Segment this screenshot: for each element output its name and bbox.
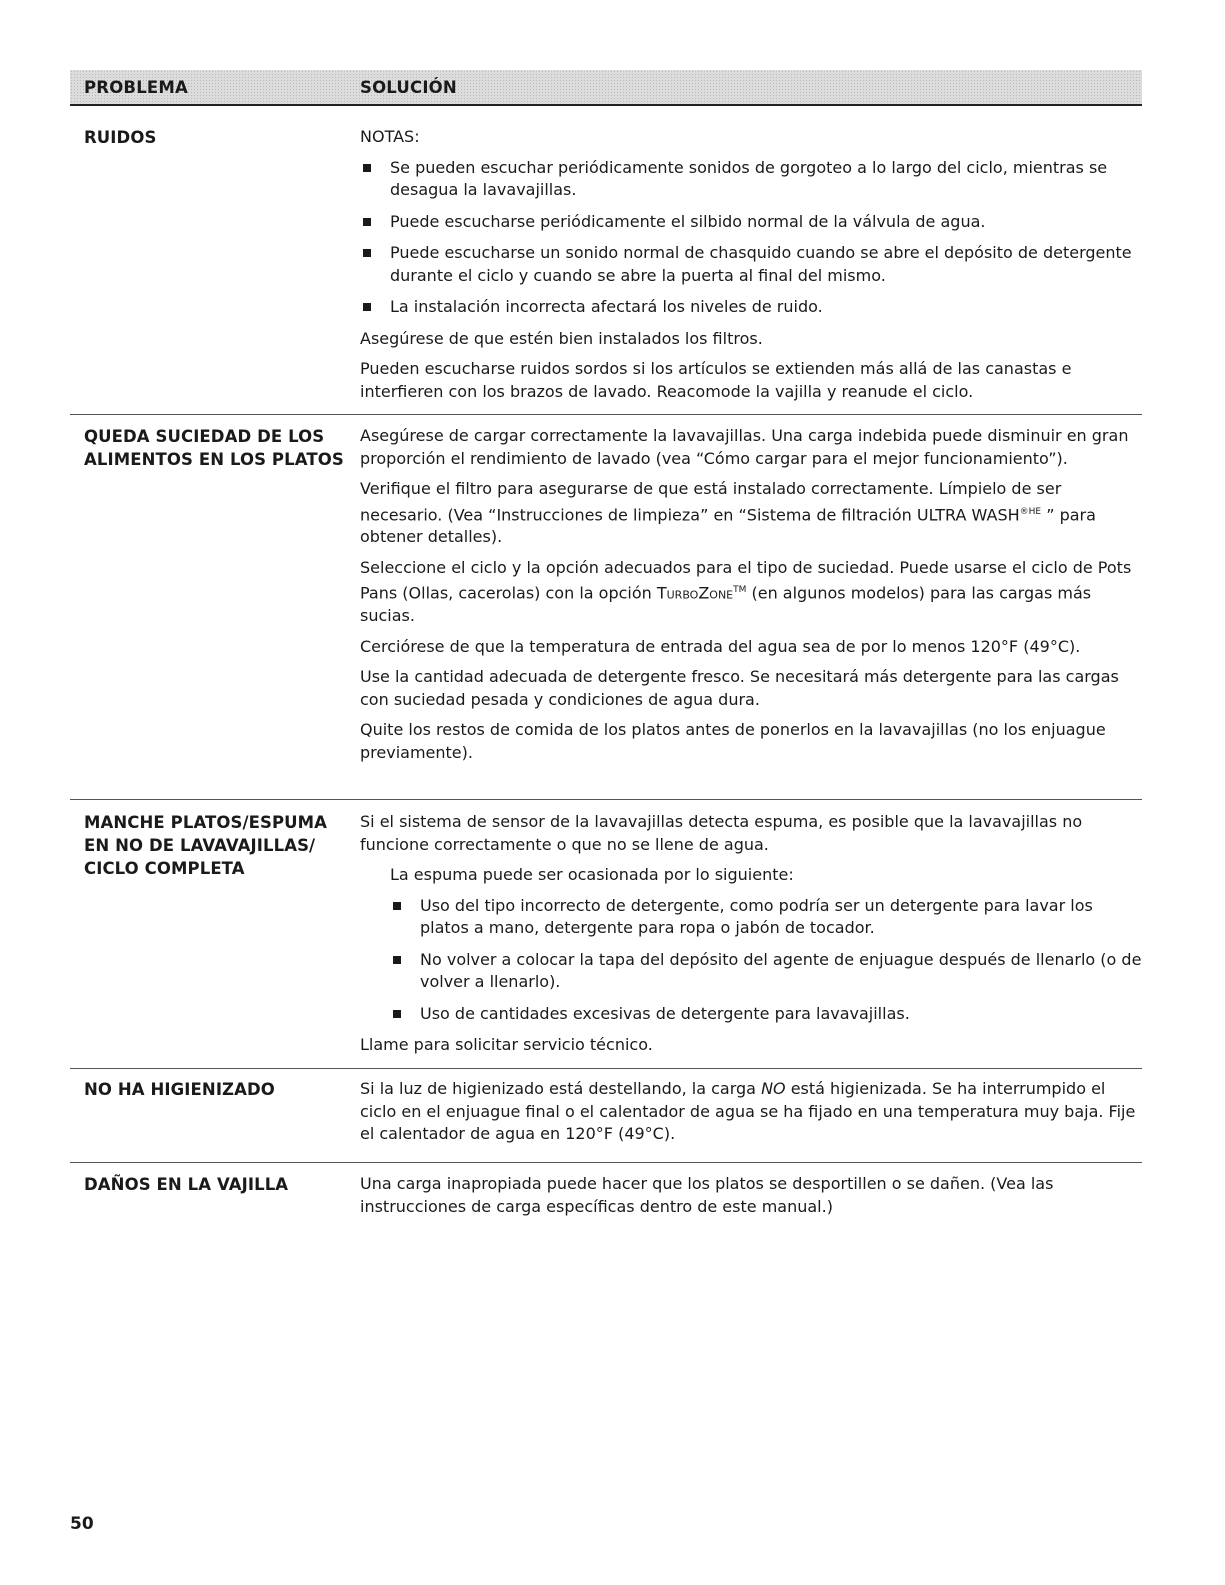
row-divider xyxy=(70,1162,1142,1163)
bullet-square-icon xyxy=(363,164,371,172)
paragraph: Asegúrese de que estén bien instalados los filtros. xyxy=(360,328,763,348)
solution-cell xyxy=(360,126,1142,411)
paragraph: Use la cantidad adecuada de detergente fresco. Se necesitará más detergente para las cargas con suciedad pesada y condiciones de agua dura. xyxy=(360,667,1119,709)
notes-label: NOTAS: xyxy=(360,127,420,146)
bullet-square-icon xyxy=(363,218,371,226)
header-solution: SOLUCIÓN xyxy=(360,78,457,97)
bullet-square-icon xyxy=(363,303,371,311)
bullet-square-icon xyxy=(363,249,371,257)
paragraph: Seleccione el ciclo y la opción adecuados para el tipo de suciedad. Puede usarse el ciclo de Pots Pans (Ollas, cacerolas) con la opción TurboZone™ (en algunos modelos) para las cargas más sucias. xyxy=(360,557,1132,626)
paragraph: Verifique el filtro para asegurarse de que está instalado correctamente. Límpielo de ser necesario. (Vea “Instrucciones de limpieza” en “Sistema de filtración ULTRA $WASH^{®HE}$ ” para obtener detalles). xyxy=(360,479,1096,547)
problem-label: QUEDA SUCIEDAD DE LOS ALIMENTOS EN LOS PLATOS xyxy=(84,427,344,469)
header-divider xyxy=(70,104,1142,106)
row-divider xyxy=(70,799,1142,800)
bullet-square-icon xyxy=(393,956,401,964)
problem-label: MANCHE PLATOS/ESPUMA EN NO DE LAVAVAJILLAS/ CICLO COMPLETA xyxy=(84,813,328,878)
row-divider xyxy=(70,1068,1142,1069)
list-item: Puede escucharse un sonido normal de chasquido cuando se abre el depósito de detergente durante el ciclo y cuando se abre la puerta al final del mismo. xyxy=(360,242,1142,287)
problem-label: RUIDOS xyxy=(84,128,157,147)
header-problem: PROBLEMA xyxy=(84,78,188,97)
list-item: No volver a colocar la tapa del depósito del agente de enjuague después de llenarlo (o de volver a llenarlo). xyxy=(390,949,1142,994)
problem-label: NO HA HIGIENIZADO xyxy=(84,1080,275,1099)
paragraph: Asegúrese de cargar correctamente la lavavajillas. Una carga indebida puede disminuir en gran proporción el rendimiento de lavado (vea “Cómo cargar para el mejor funcionamiento”). xyxy=(360,426,1129,468)
table-header xyxy=(70,70,1142,104)
paragraph: Una carga inapropiada puede hacer que los platos se desportillen o se dañen. (Vea las instrucciones de carga específicas dentro de este manual.) xyxy=(360,1174,1054,1216)
paragraph: La espuma puede ser ocasionada por lo siguiente: xyxy=(390,865,794,884)
paragraph: Si la luz de higienizado está destellando, la carga NO está higienizada. Se ha interrumpido el ciclo en el enjuague final o el calentador de agua se ha fijado en una temperatura muy baja. Fije el calentador de agua en 120°F (49°C). xyxy=(360,1079,1136,1143)
paragraph: Cerciórese de que la temperatura de entrada del agua sea de por lo menos 120°F (49°C). xyxy=(360,636,1081,656)
paragraph: Si el sistema de sensor de la lavavajillas detecta espuma, es posible que la lavavajillas no funcione correctamente o que no se llene de agua. xyxy=(360,812,1083,854)
paragraph: Quite los restos de comida de los platos antes de ponerlos en la lavavajillas (no los enjuague previamente). xyxy=(360,720,1106,762)
list-item: Se pueden escuchar periódicamente sonidos de gorgoteo a lo largo del ciclo, mientras se desagua la lavavajillas. xyxy=(360,157,1142,202)
bullet-square-icon xyxy=(393,902,401,910)
solution-cell xyxy=(360,1173,1142,1226)
paragraph: Pueden escucharse ruidos sordos si los artículos se extienden más allá de las canastas e interfieren con los brazos de lavado. Reacomode la vajilla y reanude el ciclo. xyxy=(360,359,1072,401)
page-number: 50 xyxy=(70,1514,94,1534)
solution-cell xyxy=(360,1078,1142,1154)
bullet-square-icon xyxy=(393,1010,401,1018)
solution-cell xyxy=(360,425,1142,772)
causes-list xyxy=(360,895,1142,1026)
problem-label: DAÑOS EN LA VAJILLA xyxy=(84,1175,289,1194)
list-item: Uso de cantidades excesivas de detergente para lavavajillas. xyxy=(390,1003,1142,1026)
notes-list xyxy=(360,157,1142,319)
row-divider xyxy=(70,414,1142,415)
list-item: La instalación incorrecta afectará los niveles de ruido. xyxy=(360,296,1142,319)
list-item: Uso del tipo incorrecto de detergente, como podría ser un detergente para lavar los platos a mano, detergente para ropa o jabón de tocador. xyxy=(390,895,1142,940)
solution-cell xyxy=(360,811,1142,1065)
list-item: Puede escucharse periódicamente el silbido normal de la válvula de agua. xyxy=(360,211,1142,234)
paragraph: Llame para solicitar servicio técnico. xyxy=(360,1035,653,1054)
